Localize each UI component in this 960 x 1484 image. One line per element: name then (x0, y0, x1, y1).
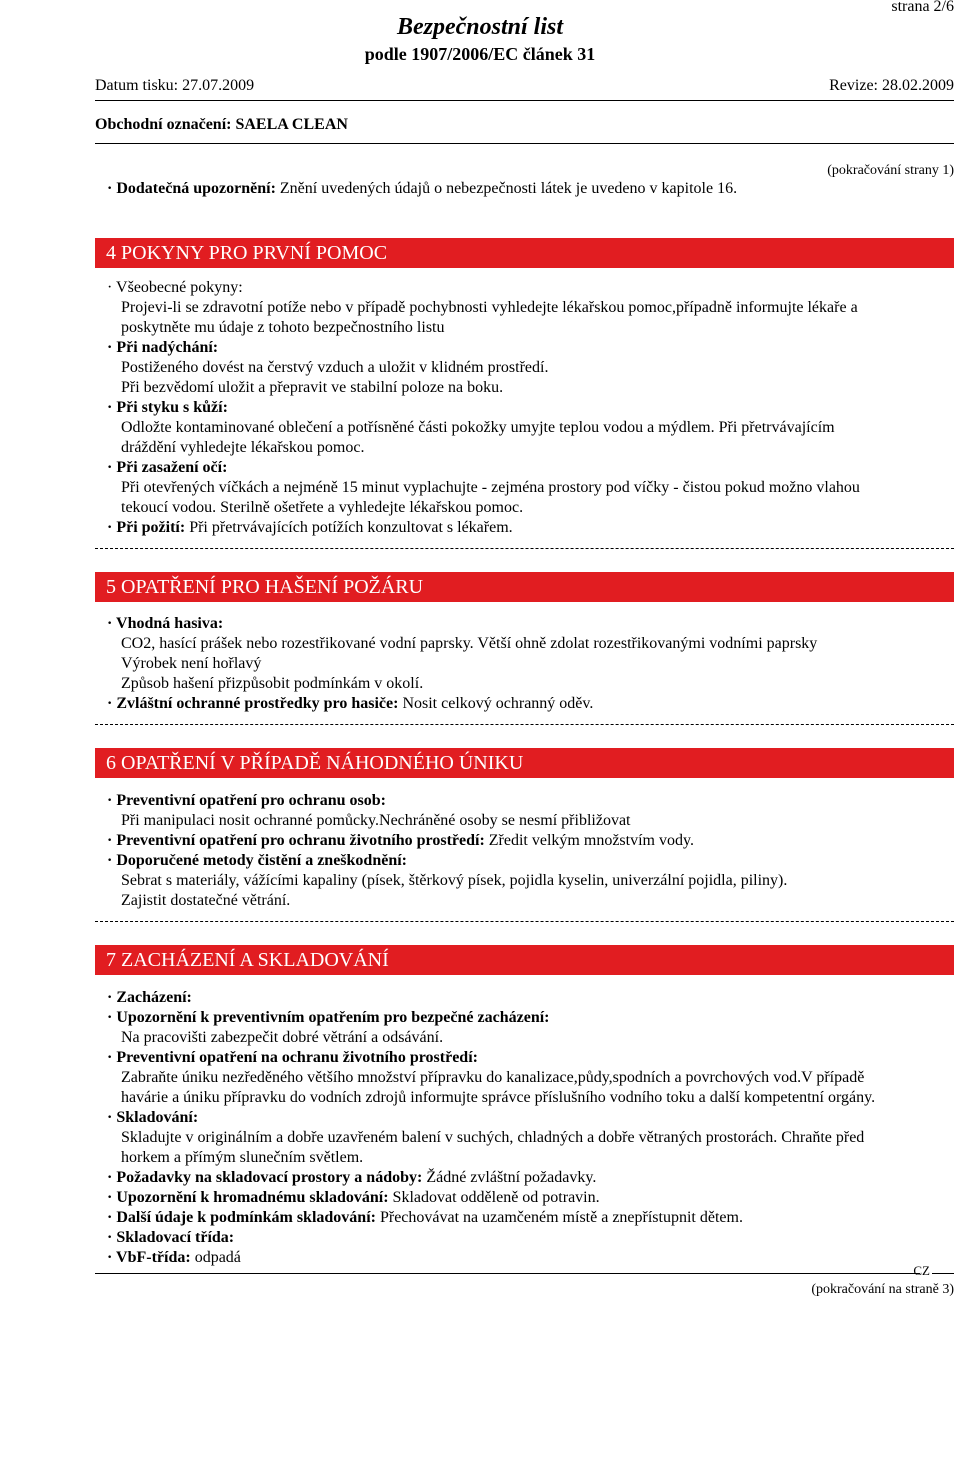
section-7-header: 7 ZACHÁZENÍ A SKLADOVÁNÍ (95, 945, 954, 975)
s5-media-text: CO2, hasící prášek nebo rozestřikované vodní paprsky. Větší ohně zdolat rozestřikovanými vodními paprsky (121, 635, 818, 652)
s7-storage-class-label: · Skladovací třída: (107, 1229, 235, 1246)
section-divider (95, 548, 954, 549)
s5-equipment-label: · Zvláštní ochranné prostředky pro hasiče: (107, 695, 399, 712)
s4-general-label: · Všeobecné pokyny: (107, 279, 243, 296)
s6-personal-text: Při manipulaci nosit ochranné pomůcky.Nechráněné osoby se nesmí přibližovat (121, 812, 631, 829)
s4-ingestion-label: · Při požití: (107, 519, 186, 536)
s7-requirements-label: · Požadavky na skladovací prostory a nádoby: (107, 1169, 423, 1186)
s4-skin-text: dráždění vyhledejte lékařskou pomoc. (121, 439, 365, 456)
s4-ingestion (107, 518, 513, 538)
s4-inhalation-label: · Při nadýchání: (107, 339, 219, 356)
header-rule (95, 100, 954, 101)
s4-general-text: poskytněte mu údaje z tohoto bezpečnostního listu (121, 319, 445, 336)
continued-from: (pokračování strany 1) (827, 163, 954, 178)
s6-cleaning-label: · Doporučené metody čistění a zneškodnění: (107, 852, 407, 869)
s7-further-info (107, 1208, 743, 1228)
s4-general-text: Projevi-li se zdravotní potíže nebo v případě pochybnosti vyhledejte lékařskou pomoc,případně informujte lékaře a (121, 299, 858, 316)
document-title: Bezpečnostní list (396, 14, 564, 40)
s4-eye-text: tekoucí vodou. Sterilně ošetřete a vyhledejte lékařskou pomoc. (121, 499, 524, 516)
s7-storage-label: · Skladování: (107, 1109, 199, 1126)
additional-note-label: · Dodatečná upozornění: (107, 180, 276, 197)
s6-environment (107, 831, 694, 851)
s7-requirements (107, 1168, 596, 1188)
s7-vbf-class-text: odpadá (190, 1249, 241, 1266)
s7-safe-handling-text: Na pracovišti zabezpečit dobré větrání a odsávání. (121, 1029, 444, 1046)
s7-env-protection-text: havárie a úniku přípravku do vodních zdrojů informujte správce příslušního vodního toku a další kompetentní orgány. (121, 1089, 876, 1106)
s4-inhalation-text: Při bezvědomí uložit a přepravit ve stabilní poloze na boku. (121, 379, 504, 396)
s7-joint-storage (107, 1188, 600, 1208)
footer-language-code: CZ (913, 1263, 930, 1278)
s7-vbf-class-label: · VbF-třída: (107, 1249, 191, 1266)
section-divider (95, 724, 954, 725)
s7-further-info-text: Přechovávat na uzamčeném místě a znepřístupnit dětem. (375, 1209, 743, 1226)
document-subtitle: podle 1907/2006/EC článek 31 (364, 44, 596, 64)
s5-equipment (107, 694, 593, 714)
s7-safe-handling-label: · Upozornění k preventivním opatřením pro bezpečné zacházení: (107, 1009, 550, 1026)
s5-media-text: Výrobek není hořlavý (121, 655, 262, 672)
page-number: strana 2/6 (891, 0, 954, 15)
s7-joint-storage-label: · Upozornění k hromadnému skladování: (107, 1189, 389, 1206)
s7-env-protection-label: · Preventivní opatření na ochranu životního prostředí: (107, 1049, 478, 1066)
s4-eye-text: Při otevřených víčkách a nejméně 15 minut vyplachujte - zejména prostory pod víčky - čistou pokud možno vlahou (121, 479, 860, 496)
continued-on: (pokračování na straně 3) (811, 1282, 954, 1297)
s7-handling-label: · Zacházení: (107, 989, 192, 1006)
s6-cleaning-text: Zajistit dostatečné větrání. (121, 892, 291, 909)
section-4-header: 4 POKYNY PRO PRVNÍ POMOC (95, 238, 954, 268)
s4-skin-text: Odložte kontaminované oblečení a potřísněné části pokožky umyjte teplou vodou a mýdlem. Při přetrvávajícím (121, 419, 835, 436)
s7-storage-text: horkem a přímým slunečním světlem. (121, 1149, 364, 1166)
revision-date: Revize: 28.02.2009 (829, 77, 954, 94)
s4-skin-label: · Při styku s kůží: (107, 399, 228, 416)
trade-name-rule (95, 143, 954, 144)
s5-media-label: · Vhodná hasiva: (107, 615, 224, 632)
additional-note (107, 180, 737, 198)
s5-equipment-text: Nosit celkový ochranný oděv. (398, 695, 594, 712)
section-6-header: 6 OPATŘENÍ V PŘÍPADĚ NÁHODNÉHO ÚNIKU (95, 748, 954, 778)
s7-further-info-label: · Další údaje k podmínkám skladování: (107, 1209, 376, 1226)
s5-media-text: Způsob hašení přizpůsobit podmínkám v okolí. (121, 675, 424, 692)
s4-ingestion-text: Při přetrvávajících potížích konzultovat s lékařem. (185, 519, 513, 536)
section-5-header: 5 OPATŘENÍ PRO HAŠENÍ POŽÁRU (95, 572, 954, 602)
s7-requirements-text: Žádné zvláštní požadavky. (422, 1169, 597, 1186)
s7-vbf-class (107, 1248, 241, 1268)
s6-personal-label: · Preventivní opatření pro ochranu osob: (107, 792, 386, 809)
footer-rule (95, 1273, 920, 1274)
section-divider (95, 921, 954, 922)
s4-inhalation-text: Postiženého dovést na čerstvý vzduch a uložit v klidném prostředí. (121, 359, 549, 376)
s6-environment-label: · Preventivní opatření pro ochranu životního prostředí: (107, 832, 485, 849)
s6-environment-text: Zředit velkým množstvím vody. (484, 832, 694, 849)
s7-storage-text: Skladujte v originálním a dobře uzavřeném balení v suchých, chladných a dobře větraných prostorách. Chraňte před (121, 1129, 865, 1146)
additional-note-text: Znění uvedených údajů o nebezpečnosti látek je uvedeno v kapitole 16. (275, 180, 738, 197)
print-date: Datum tisku: 27.07.2009 (95, 77, 255, 94)
s7-env-protection-text: Zabraňte úniku nezředěného většího množství přípravku do kanalizace,půdy,spodních a povrchových vod.V případě (121, 1069, 865, 1086)
s7-joint-storage-text: Skladovat odděleně od potravin. (388, 1189, 600, 1206)
footer-rule-right (932, 1273, 954, 1274)
s4-eye-label: · Při zasažení očí: (107, 459, 228, 476)
trade-name: Obchodní označení: SAELA CLEAN (95, 116, 348, 133)
s6-cleaning-text: Sebrat s materiály, vážícími kapaliny (písek, štěrkový písek, pojidla kyselin, univerzální pojidla, piliny). (121, 872, 788, 889)
